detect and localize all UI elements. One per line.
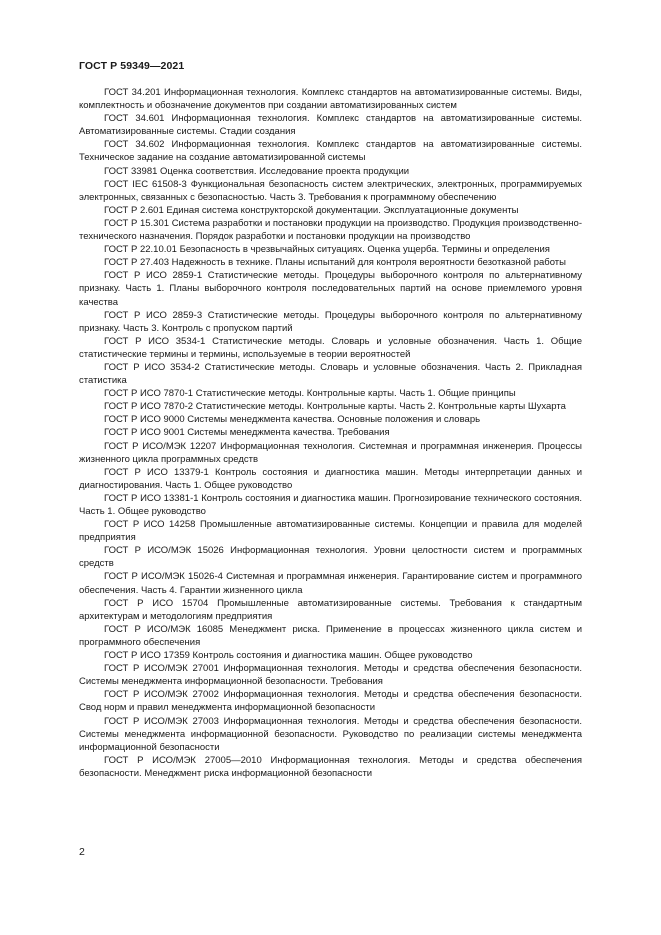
standard-code: ГОСТ Р ИСО 9001 — [104, 427, 185, 439]
standard-title: Системы менеджмента качества. Основные положения и словарь — [187, 414, 481, 426]
standard-code: ГОСТ 34.602 — [104, 139, 165, 151]
standard-title: Статистические методы. Процедуры выборочного контроля по альтернативному признаку. Часть 3. Контроль с пропуском партий — [79, 309, 583, 334]
reference-entry — [79, 466, 582, 492]
standard-title: Информационная технология. Комплекс стандартов на автоматизированные системы. Виды, комплектность и обозначение документов при создании автоматизированных систем — [79, 87, 582, 112]
reference-entry — [79, 688, 582, 714]
standard-title: Информационная технология. Комплекс стандартов на автоматизированные системы. Автоматизированные системы. Стадии создания — [79, 113, 583, 138]
standard-code: ГОСТ Р 2.601 — [104, 204, 164, 216]
reference-entry — [79, 217, 582, 243]
reference-entry — [79, 335, 582, 361]
standard-title: Статистические методы. Контрольные карты. Часть 1. Общие принципы — [195, 388, 516, 400]
reference-entry — [79, 544, 582, 570]
standard-code: ГОСТ Р ИСО/МЭК 27005—2010 — [104, 754, 262, 766]
reference-entry — [79, 662, 582, 688]
standard-title: Система разработки и постановки продукции на производство. Продукция производственно-технического назначения. Порядок разработки и постановки продукции на производство — [79, 217, 583, 243]
standard-title: Единая система конструкторской документации. Эксплуатационные документы — [166, 204, 519, 216]
standard-title: Контроль состояния и диагностика машин. Общее руководство — [192, 650, 473, 662]
standard-title: Информационная технология. Уровни целостности систем и программных средств — [79, 545, 583, 570]
standard-title: Промышленные автоматизированные системы. Концепции и правила для моделей предприятия — [79, 519, 583, 544]
standard-code: ГОСТ Р ИСО/МЭК 27001 — [104, 663, 219, 675]
reference-entry — [79, 597, 582, 623]
standard-code: ГОСТ Р ИСО 17359 — [104, 650, 190, 662]
standard-title: Надежность в технике. Планы испытаний для контроля вероятности безотказной работы — [171, 257, 566, 269]
reference-entry — [79, 309, 582, 335]
standard-title: Информационная технология. Комплекс стандартов на автоматизированные системы. Техническое задание на создание автоматизированной системы — [79, 139, 583, 164]
reference-entry — [79, 86, 582, 112]
standard-code: ГОСТ 33981 — [104, 165, 158, 177]
standard-code: ГОСТ Р ИСО 3534-2 — [104, 361, 200, 373]
reference-entry — [79, 426, 582, 439]
reference-entry — [79, 623, 582, 649]
standard-code: ГОСТ Р ИСО/МЭК 27002 — [104, 689, 219, 701]
standard-code: ГОСТ Р 15.301 — [104, 217, 170, 229]
standard-title: Системы менеджмента качества. Требования — [187, 427, 390, 439]
standard-code: ГОСТ IEC 61508-3 — [104, 178, 187, 190]
standard-title: Статистические методы. Контрольные карты. Часть 2. Контрольные карты Шухарта — [195, 401, 566, 413]
standard-code: ГОСТ Р ИСО 13379-1 — [104, 466, 209, 478]
reference-entry — [79, 413, 582, 426]
standard-code: ГОСТ Р ИСО 7870-2 — [104, 401, 194, 413]
document-header: ГОСТ Р 59349—2021 — [79, 60, 185, 72]
standard-code: ГОСТ Р ИСО/МЭК 15026-4 — [104, 571, 223, 583]
standard-code: ГОСТ Р ИСО 15704 — [104, 597, 209, 609]
standard-title: Информационная технология. Методы и средства обеспечения безопасности. Менеджмент риска информационной безопасности — [79, 754, 582, 779]
reference-entry — [79, 165, 582, 178]
reference-entry — [79, 269, 582, 308]
normative-references-list — [79, 86, 582, 780]
standard-code: ГОСТ Р ИСО 2859-1 — [104, 270, 203, 282]
standard-title: Статистические методы. Словарь и условные обозначения. Часть 1. Общие статистические термины и термины, используемые в теории вероятностей — [79, 335, 582, 360]
standard-title: Контроль состояния и диагностика машин. Прогнозирование технического состояния. Часть 1. Общее руководство — [79, 492, 583, 517]
standard-code: ГОСТ Р ИСО 3534-1 — [104, 335, 206, 347]
standard-title: Контроль состояния и диагностика машин. Методы интерпретации данных и диагностирования. Часть 1. Общее руководство — [79, 466, 582, 491]
reference-entry — [79, 256, 582, 269]
reference-entry — [79, 138, 582, 164]
reference-entry — [79, 112, 582, 138]
standard-title: Функциональная безопасность систем электрических, электронных, программируемых электронных, связанных с безопасностью. Часть 3. Требования к программному обеспечению — [79, 178, 583, 203]
standard-title: Информационная технология. Методы и средства обеспечения безопасности. Системы менеджмента информационной безопасности. Требования — [79, 663, 583, 688]
reference-entry — [79, 204, 582, 217]
standard-title: Информационная технология. Системная и программная инженерия. Процессы жизненного цикла программных средств — [79, 440, 583, 465]
standard-code: ГОСТ Р ИСО 9000 — [104, 414, 185, 426]
standard-title: Безопасность в чрезвычайных ситуациях. Оценка ущерба. Термины и определения — [179, 244, 550, 256]
reference-entry — [79, 715, 582, 754]
reference-entry — [79, 754, 582, 780]
standard-title: Информационная технология. Методы и средства обеспечения безопасности. Свод норм и правил менеджмента информационной безопасности — [79, 689, 583, 714]
standard-title: Оценка соответствия. Исследование проекта продукции — [160, 165, 410, 177]
standard-code: ГОСТ Р 27.403 — [104, 257, 170, 269]
standard-code: ГОСТ Р ИСО 13381-1 — [104, 492, 199, 504]
standard-code: ГОСТ 34.601 — [104, 113, 165, 125]
standard-title: Статистические методы. Словарь и условные обозначения. Часть 2. Прикладная статистика — [79, 361, 582, 387]
reference-entry — [79, 492, 582, 518]
standard-title: Менеджмент риска. Применение в процессах жизненного цикла систем и программного обеспечения — [79, 623, 583, 648]
standard-code: ГОСТ Р ИСО/МЭК 12207 — [104, 440, 217, 452]
standard-title: Статистические методы. Процедуры выборочного контроля по альтернативному признаку. Часть 1. Планы выборочного контроля последовательных партий на основе приемлемого уровня качества — [79, 270, 583, 308]
standard-title: Информационная технология. Методы и средства обеспечения безопасности. Системы менеджмента информационной безопасности. Руководство по реализации системы менеджмента информационной безопасности — [79, 715, 583, 753]
reference-entry — [79, 440, 582, 466]
standard-code: ГОСТ Р ИСО/МЭК 15026 — [104, 545, 224, 557]
standard-code: ГОСТ Р 22.10.01 — [104, 244, 177, 256]
reference-entry — [79, 243, 582, 256]
reference-entry — [79, 178, 582, 204]
standard-code: ГОСТ Р ИСО 2859-3 — [104, 309, 203, 321]
standard-code: ГОСТ Р ИСО/МЭК 16085 — [104, 623, 224, 635]
standard-code: ГОСТ Р ИСО 7870-1 — [104, 388, 194, 400]
standard-title: Системная и программная инженерия. Гарантирование систем и программного обеспечения. Часть 4. Гарантии жизненного цикла — [79, 571, 582, 596]
page-number: 2 — [79, 846, 85, 858]
reference-entry — [79, 361, 582, 387]
reference-entry — [79, 570, 582, 596]
reference-entry — [79, 400, 582, 413]
standard-title: Промышленные автоматизированные системы. Требования к стандартным архитектурам и методологиям предприятия — [79, 597, 583, 622]
reference-entry — [79, 518, 582, 544]
standard-code: ГОСТ 34.201 — [104, 87, 161, 98]
reference-entry — [79, 649, 582, 662]
standard-code: ГОСТ Р ИСО/МЭК 27003 — [104, 715, 219, 727]
standard-code: ГОСТ Р ИСО 14258 — [104, 519, 196, 531]
reference-entry — [79, 387, 582, 400]
